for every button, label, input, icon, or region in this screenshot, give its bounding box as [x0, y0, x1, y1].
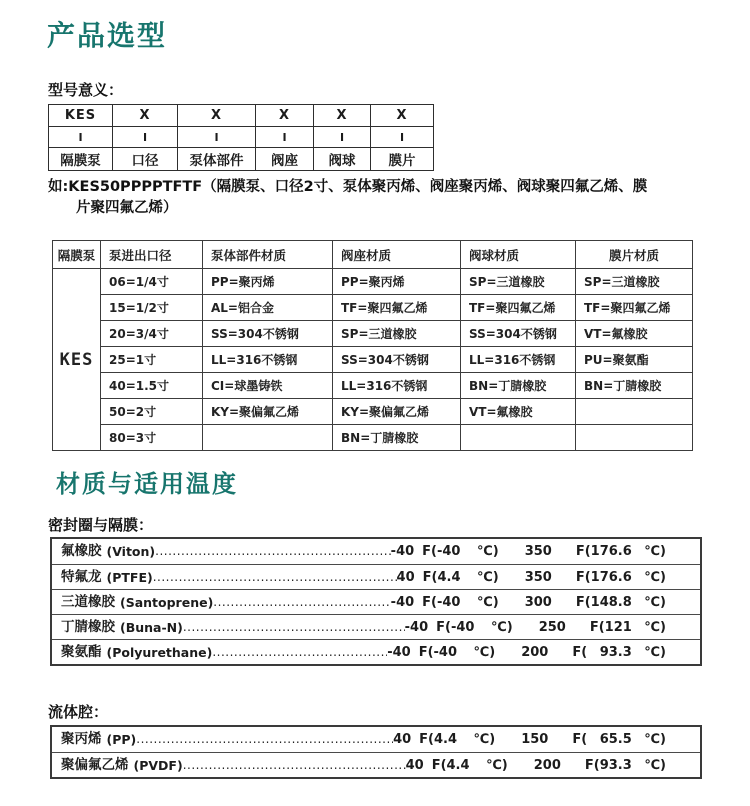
model-table-row — [49, 105, 434, 127]
min-temp-c: F(-40 ℃) — [436, 619, 513, 635]
model-code-cell: X — [178, 105, 256, 127]
selection-header-cell: 阀座材质 — [333, 241, 461, 269]
selection-header-cell: 泵进出口径 — [101, 241, 203, 269]
selection-data-cell: SP=三道橡胶 — [333, 321, 461, 347]
material-name-en: (PP) — [106, 732, 137, 747]
temperature-row — [52, 614, 700, 639]
temperature-row — [52, 752, 700, 777]
max-temp-c: F(176.6 ℃) — [575, 569, 666, 585]
dot-leader — [136, 727, 393, 752]
material-name-cn: 氟橡胶 — [61, 543, 102, 559]
max-temp-f: 200 — [521, 644, 549, 660]
max-temp-c: F(176.6 ℃) — [575, 544, 666, 559]
selection-header-row — [53, 241, 693, 269]
selection-data-row — [53, 321, 693, 347]
min-temp-c: F(4.4 ℃) — [422, 569, 499, 585]
selection-data-cell: KY=聚偏氟乙烯 — [333, 399, 461, 425]
material-name-cn: 丁腈橡胶 — [61, 618, 115, 635]
max-temp-c: F( 65.5 ℃) — [572, 732, 666, 747]
selection-data-row — [53, 295, 693, 321]
model-code-cell: X — [314, 105, 371, 127]
model-label-cell: 泵体部件 — [178, 148, 256, 171]
selection-data-cell: 06=1/4寸 — [101, 269, 203, 295]
selection-data-cell: AL=铝合金 — [203, 295, 333, 321]
selection-data-cell: VT=氟橡胶 — [576, 321, 693, 347]
selection-data-cell — [576, 425, 693, 451]
temperature-row — [52, 639, 700, 664]
selection-data-cell: SS=304不锈钢 — [203, 321, 333, 347]
max-temp-f: 350 — [524, 544, 552, 559]
fluid-temperature-table — [50, 725, 702, 779]
dot-leader — [155, 539, 391, 564]
min-temp-f: -40 — [390, 594, 415, 610]
selection-data-row — [53, 399, 693, 425]
material-name-en: (Santoprene) — [120, 594, 214, 610]
selection-header-cell: 阀球材质 — [461, 241, 576, 269]
model-code-cell: X — [256, 105, 314, 127]
selection-data-cell: KY=聚偏氟乙烯 — [203, 399, 333, 425]
max-temp-c: F( 93.3 ℃) — [572, 644, 666, 660]
model-example-line1: 如:KES50PPPPTFTF（隔膜泵、口径2寸、泵体聚丙烯、阀座聚丙烯、阀球聚四氟乙烯、膜 — [48, 179, 648, 195]
max-temp-f: 300 — [524, 594, 552, 610]
model-pipe-cell: I — [256, 127, 314, 148]
material-name-en: (PVDF) — [133, 757, 183, 773]
selection-data-cell: LL=316不锈钢 — [203, 347, 333, 373]
min-temp-c: F(-40 ℃) — [418, 644, 496, 660]
dot-leader — [183, 753, 406, 778]
selection-series-cell: KES — [53, 269, 101, 451]
max-temp-c: F(121 ℃) — [589, 619, 666, 635]
max-temp-c: F(148.8 ℃) — [575, 594, 666, 610]
selection-table — [52, 240, 693, 451]
model-pipe-cell: I — [371, 127, 434, 148]
selection-data-cell: PP=聚丙烯 — [203, 269, 333, 295]
model-example — [48, 177, 647, 219]
selection-data-cell: BN=丁腈橡胶 — [461, 373, 576, 399]
selection-data-cell: TF=聚四氟乙烯 — [461, 295, 576, 321]
selection-data-cell: LL=316不锈钢 — [333, 373, 461, 399]
selection-data-cell: 15=1/2寸 — [101, 295, 203, 321]
selection-data-cell: 80=3寸 — [101, 425, 203, 451]
model-pipe-cell: I — [49, 127, 113, 148]
selection-data-cell: TF=聚四氟乙烯 — [576, 295, 693, 321]
section-title-materials: 材质与适用温度 — [56, 470, 238, 498]
selection-data-cell — [461, 425, 576, 451]
temperature-row — [52, 589, 700, 614]
selection-header-cell: 膜片材质 — [576, 241, 693, 269]
model-meaning-table — [48, 104, 434, 171]
dot-leader — [213, 590, 390, 615]
fluid-chamber-label: 流体腔： — [48, 703, 109, 721]
selection-data-row — [53, 347, 693, 373]
page-title: 产品选型 — [47, 19, 168, 52]
min-temp-c: F(4.4 ℃) — [419, 732, 496, 747]
material-name-cn: 聚丙烯 — [61, 731, 102, 747]
max-temp-f: 350 — [524, 569, 552, 585]
temperature-row — [52, 564, 700, 589]
selection-data-cell — [203, 425, 333, 451]
selection-data-cell: 20=3/4寸 — [101, 321, 203, 347]
model-label-cell: 阀球 — [314, 148, 371, 171]
selection-data-cell: SS=304不锈钢 — [461, 321, 576, 347]
selection-data-cell: CI=球墨铸铁 — [203, 373, 333, 399]
selection-data-cell — [576, 399, 693, 425]
temperature-row — [52, 539, 700, 564]
model-code-cell: KES — [49, 105, 113, 127]
selection-data-cell: TF=聚四氟乙烯 — [333, 295, 461, 321]
selection-header-cell: 泵体部件材质 — [203, 241, 333, 269]
max-temp-c: F(93.3 ℃) — [584, 757, 666, 773]
model-meaning-label: 型号意义： — [48, 81, 124, 99]
material-name-en: (PTFE) — [106, 569, 153, 585]
selection-data-row — [53, 425, 693, 451]
model-label-cell: 阀座 — [256, 148, 314, 171]
model-example-line2: 片聚四氟乙烯） — [76, 200, 178, 216]
dot-leader — [212, 640, 387, 665]
selection-data-row — [53, 269, 693, 295]
selection-data-cell: PU=聚氨酯 — [576, 347, 693, 373]
selection-data-cell: BN=丁腈橡胶 — [333, 425, 461, 451]
model-pipe-cell: I — [314, 127, 371, 148]
material-name-en: (Viton) — [106, 544, 156, 559]
min-temp-f: 40 — [396, 569, 415, 585]
min-temp-f: -40 — [387, 644, 411, 660]
model-code-cell: X — [371, 105, 434, 127]
selection-data-cell: 25=1寸 — [101, 347, 203, 373]
material-name-cn: 聚偏氟乙烯 — [61, 756, 129, 773]
temperature-row — [52, 727, 700, 752]
selection-data-cell: SP=三道橡胶 — [461, 269, 576, 295]
model-pipe-cell: I — [178, 127, 256, 148]
min-temp-f: 40 — [405, 757, 424, 773]
selection-data-cell: BN=丁腈橡胶 — [576, 373, 693, 399]
max-temp-f: 150 — [521, 732, 549, 747]
selection-data-cell: SP=三道橡胶 — [576, 269, 693, 295]
material-name-en: (Polyurethane) — [106, 644, 213, 660]
material-name-cn: 三道橡胶 — [61, 593, 115, 610]
model-label-cell: 隔膜泵 — [49, 148, 113, 171]
model-label-cell: 口径 — [113, 148, 178, 171]
selection-data-cell: VT=氟橡胶 — [461, 399, 576, 425]
min-temp-f: -40 — [390, 544, 415, 559]
dot-leader — [153, 565, 397, 590]
seal-diaphragm-label: 密封圈与隔膜： — [48, 516, 154, 534]
min-temp-f: -40 — [404, 619, 429, 635]
selection-data-row — [53, 373, 693, 399]
model-code-cell: X — [113, 105, 178, 127]
min-temp-c: F(-40 ℃) — [422, 594, 499, 610]
material-name-en: (Buna-N) — [120, 619, 183, 635]
material-name-cn: 特氟龙 — [61, 568, 102, 585]
min-temp-f: 40 — [393, 732, 412, 747]
material-name-cn: 聚氨酯 — [61, 643, 102, 660]
selection-data-cell: PP=聚丙烯 — [333, 269, 461, 295]
seal-temperature-table — [50, 537, 702, 666]
selection-data-cell: 50=2寸 — [101, 399, 203, 425]
min-temp-c: F(-40 ℃) — [422, 544, 499, 559]
model-label-cell: 膜片 — [371, 148, 434, 171]
model-pipe-cell: I — [113, 127, 178, 148]
selection-header-cell: 隔膜泵 — [53, 241, 101, 269]
min-temp-c: F(4.4 ℃) — [431, 757, 508, 773]
model-table-row — [49, 127, 434, 148]
model-table-row — [49, 148, 434, 171]
dot-leader — [183, 615, 405, 640]
max-temp-f: 200 — [533, 757, 561, 773]
max-temp-f: 250 — [538, 619, 566, 635]
selection-data-cell: SS=304不锈钢 — [333, 347, 461, 373]
selection-data-cell: 40=1.5寸 — [101, 373, 203, 399]
selection-data-cell: LL=316不锈钢 — [461, 347, 576, 373]
